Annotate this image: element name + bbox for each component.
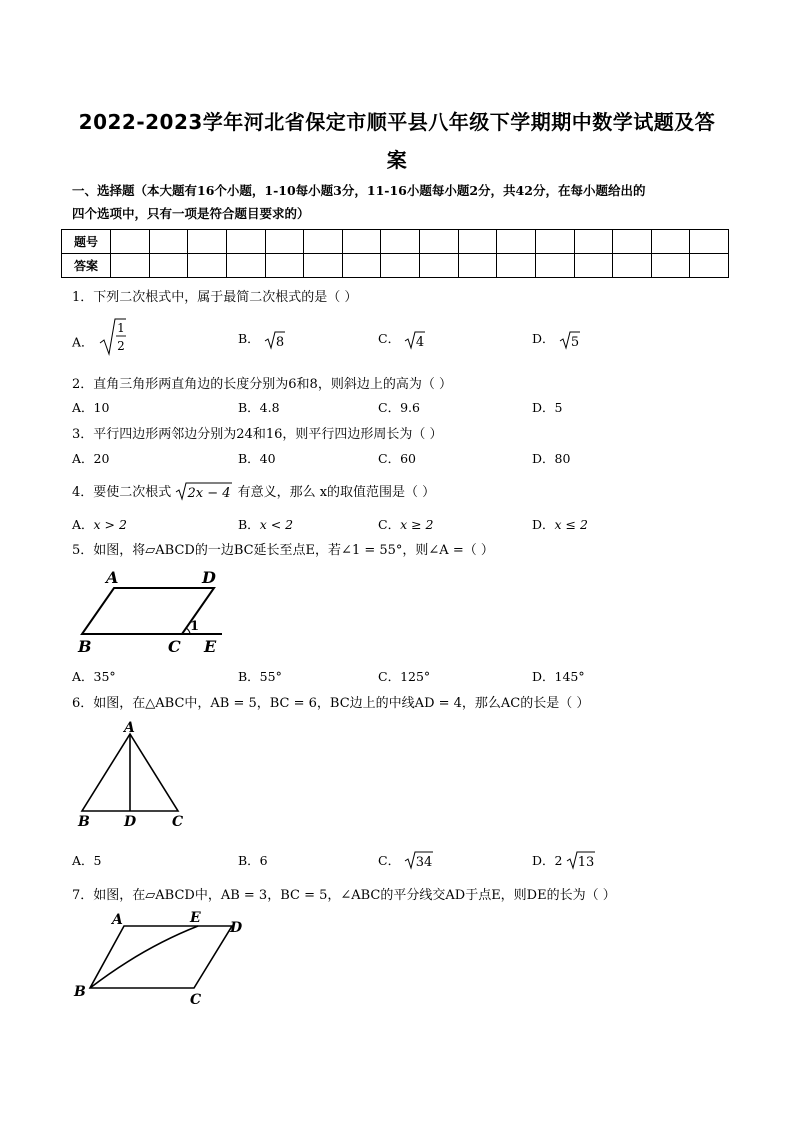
option-math: x > 2 [93, 517, 127, 532]
option-a[interactable] [72, 515, 127, 533]
table-cell[interactable] [188, 230, 227, 254]
option-b[interactable]: B．4.8 [238, 400, 280, 415]
option-b[interactable]: B．55° [238, 669, 282, 684]
question-7-stem: 7．如图，在▱ABCD中，AB = 3，BC = 5，∠ABC的平分线交AD于点E，则DE的长为（ ） [72, 888, 616, 903]
table-cell[interactable] [304, 230, 343, 254]
option-c[interactable]: C．125° [378, 669, 431, 684]
radicand: 13 [578, 854, 595, 870]
table-cell[interactable] [497, 254, 536, 278]
table-cell[interactable] [535, 254, 574, 278]
vertex-label-c: C [172, 814, 184, 830]
option-b[interactable]: B．40 [238, 451, 276, 466]
option-c[interactable]: C．60 [378, 451, 416, 466]
option-label: B． [238, 331, 260, 346]
table-cell[interactable] [226, 254, 265, 278]
radicand: 34 [415, 854, 433, 870]
table-cell[interactable] [613, 254, 652, 278]
option-math: x ≥ 2 [400, 517, 434, 532]
table-cell[interactable] [613, 230, 652, 254]
table-cell[interactable] [574, 230, 613, 254]
radicand: 2x − 4 [187, 485, 231, 501]
parallelogram-figure-q7 [72, 908, 262, 1012]
option-label: D． [532, 331, 555, 346]
radicand: 8 [275, 334, 284, 350]
option-c[interactable] [378, 851, 434, 870]
answer-table [61, 229, 729, 278]
table-cell[interactable] [342, 230, 381, 254]
triangle-figure-q6 [72, 718, 202, 832]
option-d[interactable] [532, 515, 588, 533]
question-2-options [72, 398, 712, 420]
sqrt-fraction-icon [98, 317, 128, 357]
vertex-label-b: B [74, 984, 86, 1000]
question-4-stem [72, 481, 435, 501]
question-5-options [72, 667, 712, 689]
table-cell[interactable] [690, 230, 729, 254]
vertex-label-e: E [204, 637, 217, 656]
option-a[interactable]: A．5 [72, 853, 102, 868]
option-d[interactable]: D．5 [532, 400, 563, 415]
table-cell[interactable] [574, 254, 613, 278]
option-d[interactable] [532, 851, 596, 870]
option-d[interactable]: D．80 [532, 451, 571, 466]
option-label: B． [238, 517, 260, 532]
sqrt-icon [175, 481, 233, 501]
question-4-options [72, 515, 712, 537]
table-cell[interactable] [381, 254, 420, 278]
table-cell[interactable] [458, 254, 497, 278]
option-a[interactable]: A．20 [72, 451, 110, 466]
table-cell[interactable] [420, 230, 459, 254]
table-cell[interactable] [226, 230, 265, 254]
stem-text: 4．要使二次根式 [72, 485, 172, 500]
table-row [62, 230, 729, 254]
page-title-continued: 案 [386, 148, 408, 172]
table-cell[interactable] [651, 254, 690, 278]
question-1-options [72, 322, 712, 360]
table-cell[interactable] [497, 230, 536, 254]
option-label: C． [378, 853, 401, 868]
question-6-stem: 6．如图，在△ABC中，AB = 5，BC = 6，BC边上的中线AD = 4，那么AC的长是（ ） [72, 696, 590, 711]
vertex-label-e: E [190, 910, 201, 926]
fraction-numerator: 1 [116, 321, 125, 335]
vertex-label-c: C [168, 637, 181, 656]
row-label-question-number: 题号 [62, 230, 111, 254]
option-label: D． [532, 517, 555, 532]
row-label-answer: 答案 [62, 254, 111, 278]
sqrt-icon [566, 850, 596, 870]
table-cell[interactable] [111, 230, 150, 254]
table-cell[interactable] [304, 254, 343, 278]
angle-label-1: 1 [190, 619, 200, 634]
option-math: x < 2 [259, 517, 294, 532]
table-cell[interactable] [458, 230, 497, 254]
option-a[interactable] [72, 321, 128, 357]
fraction-denominator: 2 [116, 339, 125, 353]
question-6-options [72, 851, 712, 873]
option-b[interactable]: B．6 [238, 853, 268, 868]
question-2-stem: 2．直角三角形两直角边的长度分别为6和8，则斜边上的高为（ ） [72, 377, 452, 392]
table-cell[interactable] [265, 254, 304, 278]
table-row [62, 254, 729, 278]
question-5-stem: 5．如图，将▱ABCD的一边BC延长至点E，若∠1 = 55°，则∠A =（ ） [72, 543, 494, 558]
option-label: C． [378, 517, 401, 532]
table-cell[interactable] [651, 230, 690, 254]
vertex-label-a: A [124, 720, 135, 736]
section-heading-continued: 四个选项中，只有一项是符合题目要求的） [72, 206, 310, 221]
sqrt-icon [404, 850, 434, 870]
stem-text: 有意义，那么 x的取值范围是（ ） [237, 485, 436, 500]
option-label: A． [72, 517, 94, 532]
radicand: 5 [570, 334, 579, 350]
table-cell[interactable] [535, 230, 574, 254]
option-b[interactable] [238, 329, 286, 350]
question-3-options [72, 449, 712, 471]
parallelogram-figure-q5 [72, 566, 242, 658]
table-cell[interactable] [690, 254, 729, 278]
question-1-stem: 1．下列二次根式中，属于最简二次根式的是（ ） [72, 290, 358, 305]
option-c[interactable]: C．9.6 [378, 400, 420, 415]
option-math: x ≤ 2 [554, 517, 588, 532]
option-label: D．2 [532, 853, 563, 868]
table-cell[interactable] [420, 254, 459, 278]
option-b[interactable] [238, 515, 293, 533]
option-a[interactable]: A．10 [72, 400, 110, 415]
option-a[interactable]: A．35° [72, 669, 116, 684]
table-cell[interactable] [188, 254, 227, 278]
table-cell[interactable] [381, 230, 420, 254]
vertex-label-a: A [112, 912, 123, 928]
vertex-label-d: D [124, 814, 137, 830]
sqrt-icon [264, 330, 286, 350]
table-cell[interactable] [149, 254, 188, 278]
table-cell[interactable] [111, 254, 150, 278]
option-c[interactable] [378, 329, 426, 350]
table-cell[interactable] [342, 254, 381, 278]
sqrt-icon [559, 330, 581, 350]
sqrt-icon [404, 330, 426, 350]
section-heading: 一、选择题（本大题有16个小题，1-10每小题3分，11-16小题每小题2分，共42分，在每小题给出的 [72, 183, 646, 198]
option-c[interactable] [378, 515, 434, 533]
question-3-stem: 3．平行四边形两邻边分别为24和16，则平行四边形周长为（ ） [72, 427, 443, 442]
table-cell[interactable] [149, 230, 188, 254]
option-d[interactable] [532, 329, 581, 350]
vertex-label-d: D [202, 568, 216, 587]
option-d[interactable]: D．145° [532, 669, 585, 684]
vertex-label-b: B [78, 814, 90, 830]
page-title: 2022-2023学年河北省保定市顺平县八年级下学期期中数学试题及答 [78, 110, 716, 134]
radicand: 4 [415, 334, 425, 350]
option-label: C． [378, 331, 401, 346]
vertex-label-b: B [78, 637, 92, 656]
vertex-label-c: C [190, 992, 202, 1008]
option-label: A． [72, 334, 94, 350]
table-cell[interactable] [265, 230, 304, 254]
vertex-label-d: D [230, 920, 243, 936]
vertex-label-a: A [106, 568, 119, 587]
